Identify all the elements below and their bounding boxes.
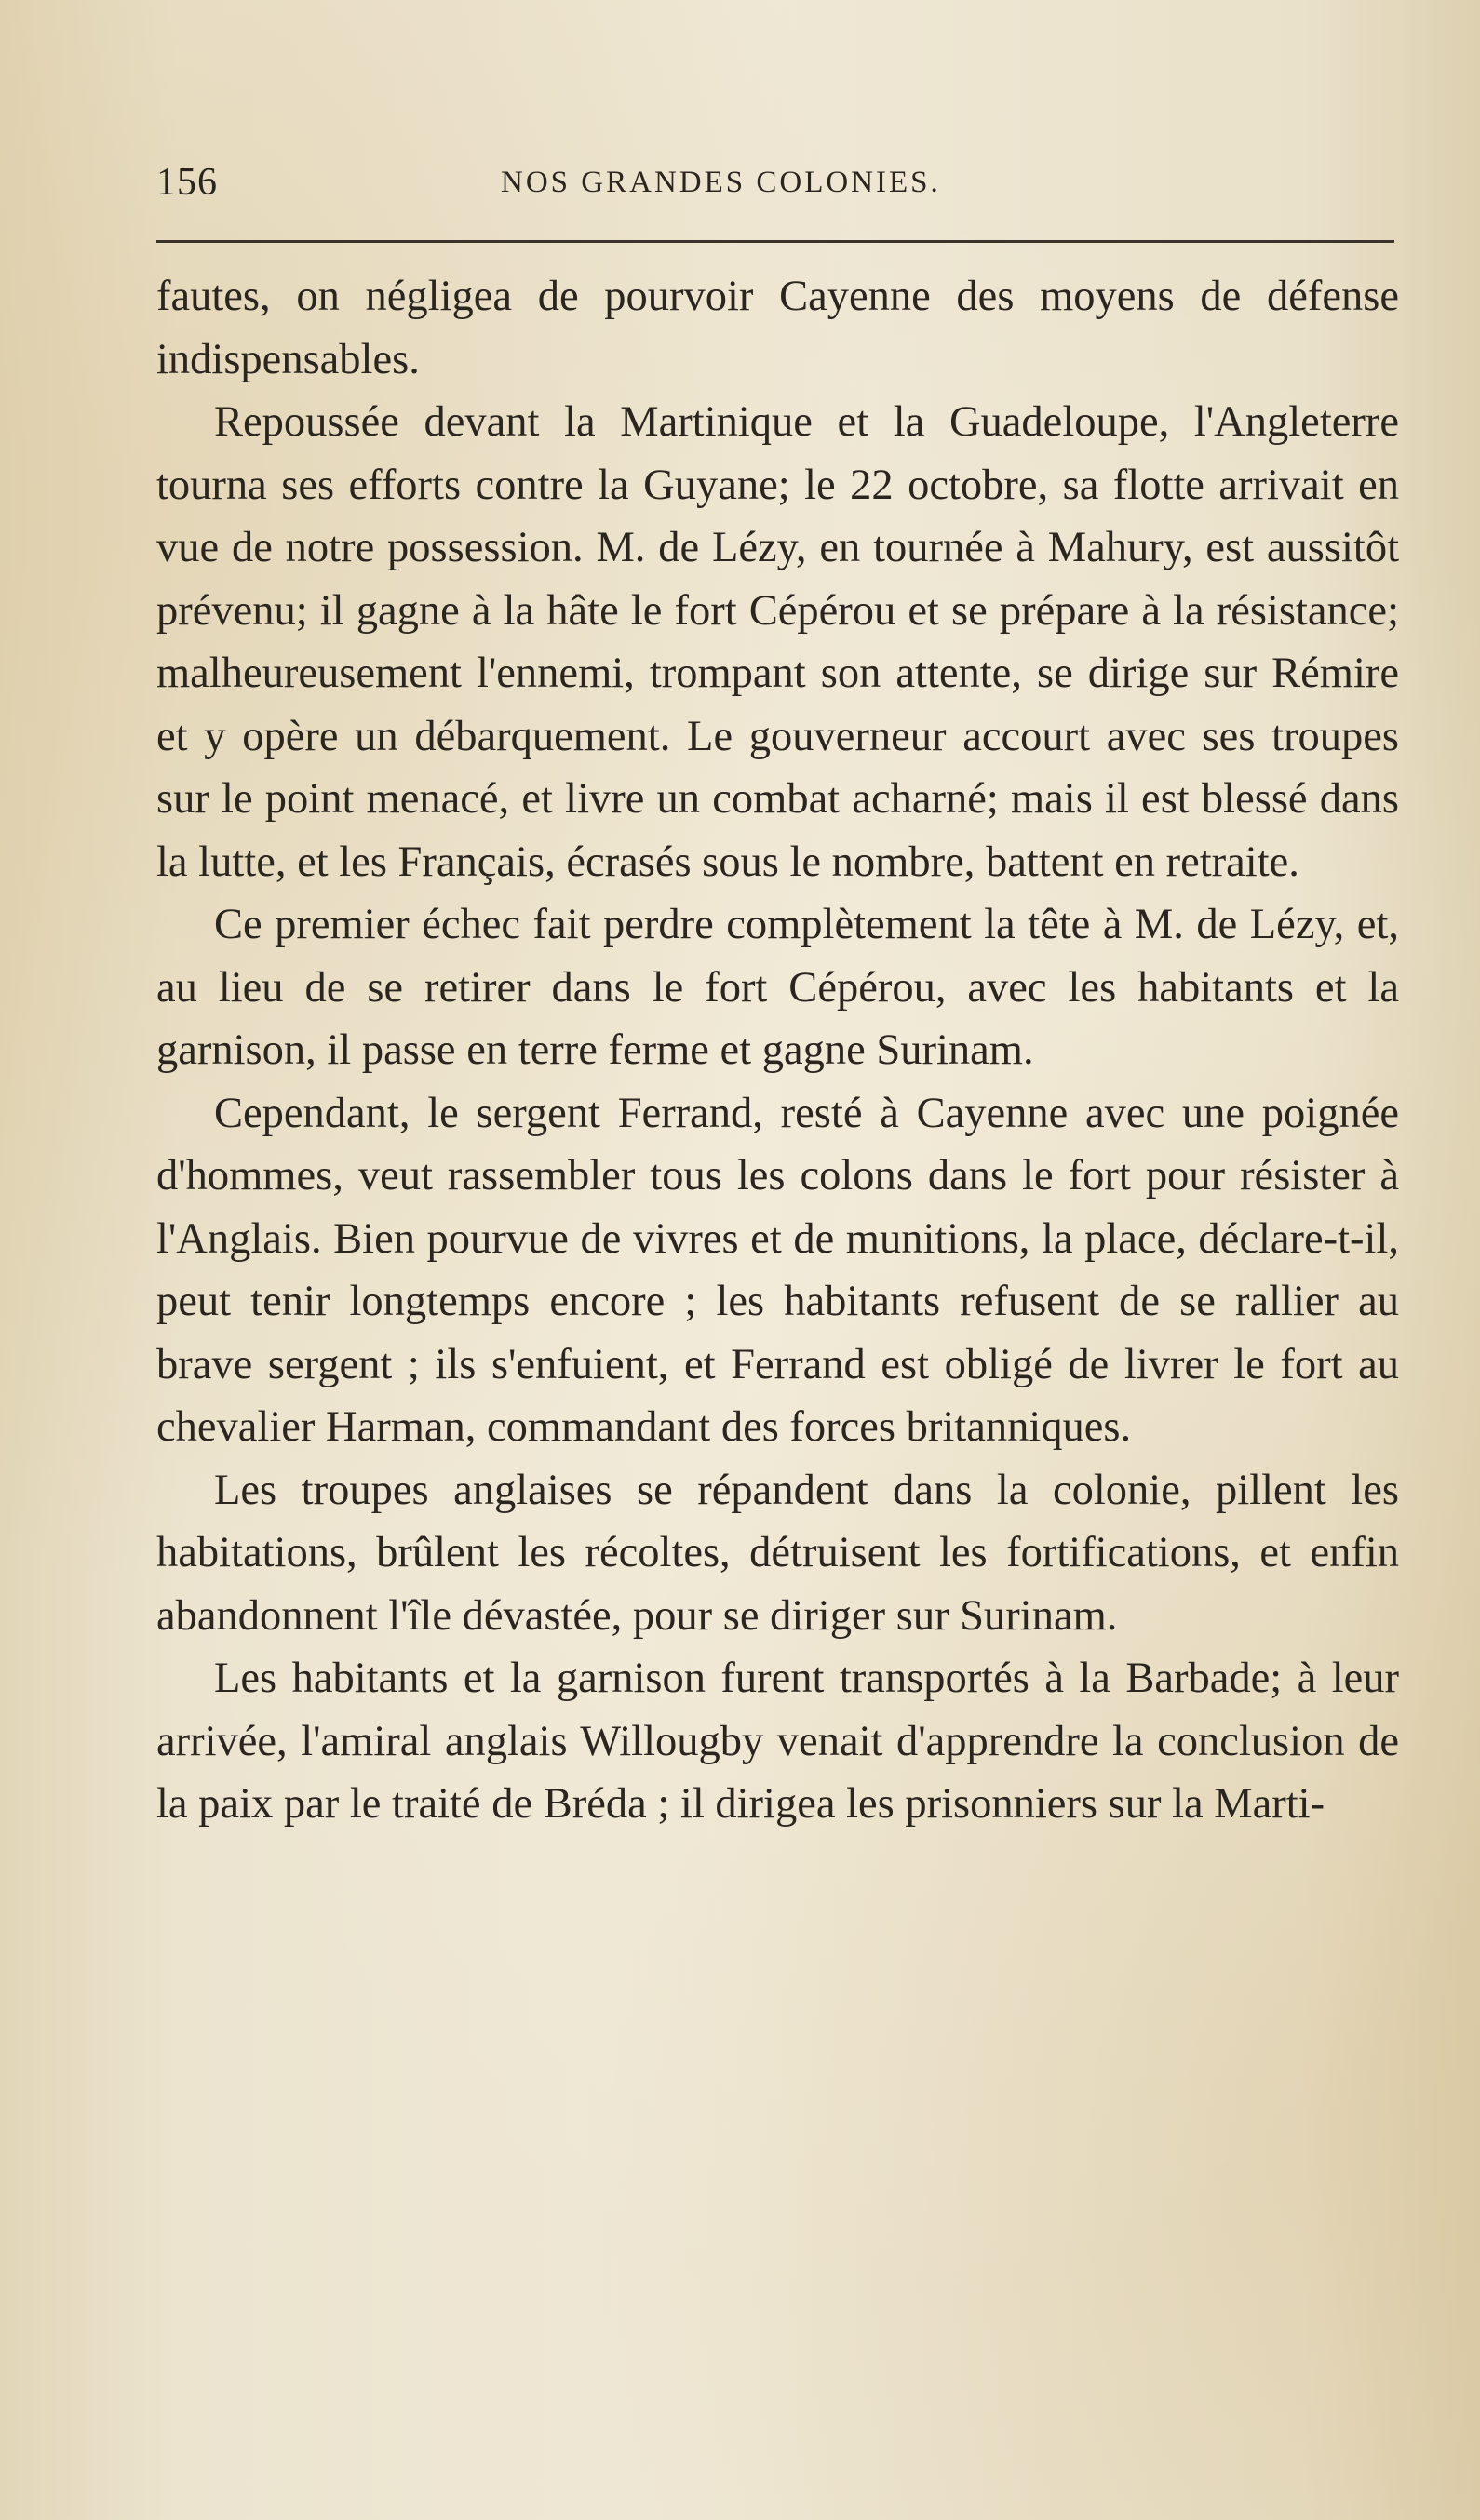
- paragraph: Les habitants et la garnison furent transportés à la Barbade; à leur arrivée, l'amiral anglais Willougby venait d'apprendre la conclusion de la paix par le traité de Bréda ; il dirigea les prisonniers sur la Marti-: [156, 1655, 1399, 1828]
- page-header: [156, 160, 1394, 216]
- body-text: [156, 265, 1399, 1836]
- paragraph: Repoussée devant la Martinique et la Guadeloupe, l'Angleterre tourna ses efforts contre la Guyane; le 22 octobre, sa flotte arrivait en vue de notre possession. M. de Lézy, en tournée à Mahury, est aussitôt prévenu; il gagne à la hâte le fort Cépérou et se prépare à la résistance; malheureusement l'ennemi, trompant son attente, se dirige sur Rémire et y opère un débarquement. Le gouverneur accourt avec ses troupes sur le point menacé, et livre un combat acharné; mais il est blessé dans la lutte, et les Français, écrasés sous le nombre, battent en retraite.: [156, 398, 1399, 886]
- paragraph: Ce premier échec fait perdre complètement la tête à M. de Lézy, et, au lieu de se retirer dans le fort Cépérou, avec les habitants et la garnison, il passe en terre ferme et gagne Surinam.: [156, 901, 1399, 1074]
- running-head: NOS GRANDES COLONIES.: [501, 166, 941, 199]
- header-rule: [156, 240, 1394, 243]
- paragraph: fautes, on négligea de pourvoir Cayenne des moyens de défense indispensables.: [156, 273, 1399, 383]
- paragraph: Les troupes anglaises se répandent dans la colonie, pillent les habitations, brûlent les récoltes, détruisent les fortifications, et enfin abandonnent l'île dévastée, pour se diriger sur Surinam.: [156, 1466, 1399, 1640]
- paragraph: Cependant, le sergent Ferrand, resté à Cayenne avec une poignée d'hommes, veut rassembler tous les colons dans le fort pour résister à l'Anglais. Bien pourvue de vivres et de munitions, la place, déclare-t-il, peut tenir longtemps encore ; les habitants refusent de se rallier au brave sergent ; ils s'enfuient, et Ferrand est obligé de livrer le fort au chevalier Harman, commandant des forces britanniques.: [156, 1089, 1399, 1451]
- page-number: 156: [156, 161, 218, 204]
